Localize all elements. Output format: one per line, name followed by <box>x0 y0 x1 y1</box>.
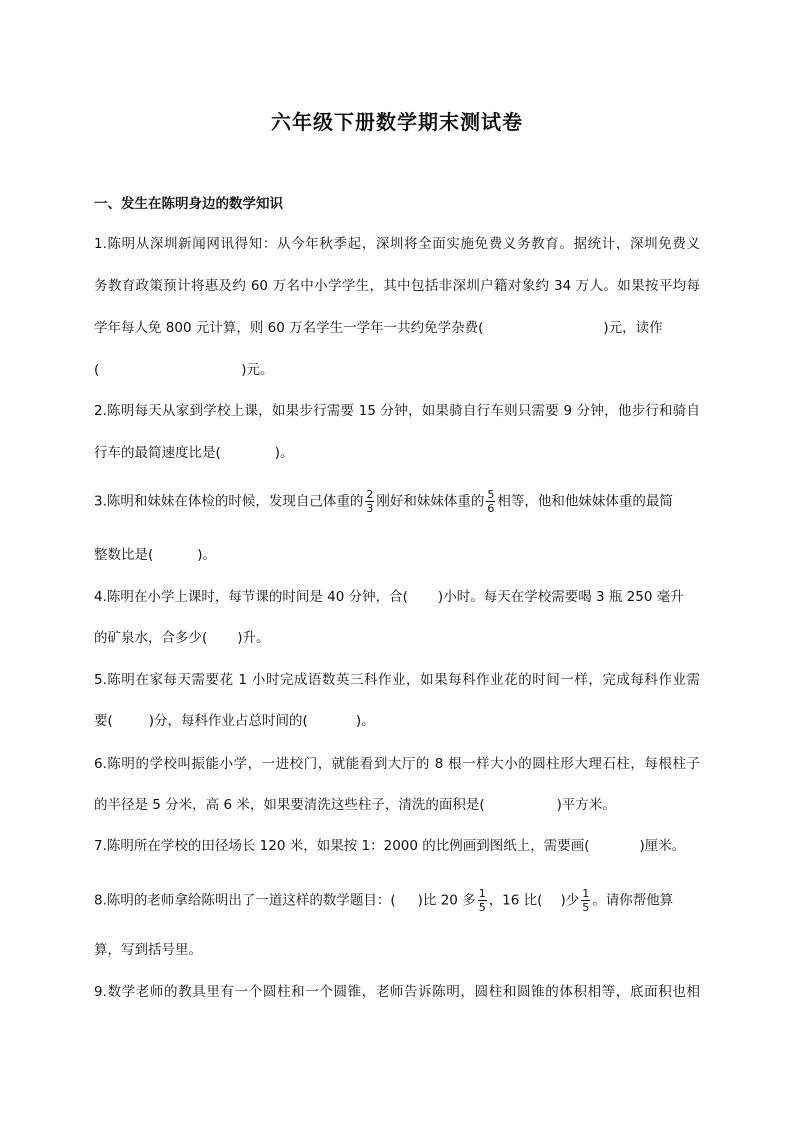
question-1-text: )元，读作 <box>603 320 663 336</box>
question-8-text: 。请你帮他算 <box>592 892 674 909</box>
question-4-line-1 <box>94 587 700 607</box>
question-4-text: )升。 <box>237 630 270 646</box>
question-2-line-1: 2.陈明每天从家到学校上课，如果步行需要 15 分钟，如果骑自行车则只需要 9 分钟，他步行和骑自 <box>94 403 700 419</box>
question-5-line-1: 5.陈明在家每天需要花 1 小时完成语数英三科作业，如果每科作业花的时间一样，完成每科作业需 <box>94 672 700 688</box>
page-title: 六年级下册数学期末测试卷 <box>271 110 523 134</box>
fraction <box>478 887 487 914</box>
question-1-line-1: 1.陈明从深圳新闻网讯得知：从今年秋季起，深圳将全面实施免费义务教育。据统计，深圳免费义 <box>94 236 700 252</box>
question-6-text: 的半径是 5 分米，高 6 米，如果要清洗这些柱子，清洗的面积是( <box>94 797 485 813</box>
question-3-text: )。 <box>197 547 217 563</box>
fraction <box>486 488 495 515</box>
question-8-text: )比 20 多 <box>417 892 476 909</box>
question-2-line-2 <box>94 443 700 463</box>
question-4-text: 的矿泉水，合多少( <box>94 630 208 646</box>
question-5-text: )。 <box>355 713 375 729</box>
question-2-text: )。 <box>274 445 294 461</box>
question-7-text: )厘米。 <box>639 838 686 854</box>
question-4-text: )小时。每天在学校需要喝 3 瓶 250 毫升 <box>437 589 684 605</box>
section-heading: 一、发生在陈明身边的数学知识 <box>94 196 283 212</box>
question-6-text: )平方米。 <box>556 797 616 813</box>
question-3-text: 3.陈明和妹妹在体检的时候，发现自己体重的 <box>94 493 364 510</box>
fraction <box>365 488 374 515</box>
fraction-numerator: 1 <box>582 887 590 900</box>
question-5-line-2 <box>94 711 700 731</box>
question-1-text: ( <box>94 362 100 378</box>
fraction-denominator: 5 <box>582 901 590 914</box>
question-8-text: )少 <box>560 892 580 909</box>
question-6-line-1: 6.陈明的学校叫振能小学，一进校门，就能看到大厅的 8 根一样大小的圆柱形大理石柱，每根柱子 <box>94 756 700 772</box>
question-1-line-2: 务教育政策预计将惠及约 60 万名中小学学生，其中包括非深圳户籍对象约 34 万人。如果按平均每 <box>94 278 700 294</box>
question-6-line-2 <box>94 795 700 815</box>
question-8-text: ，16 比( <box>488 892 543 909</box>
fraction-numerator: 5 <box>487 488 495 501</box>
question-8-text: 8.陈明的老师拿给陈明出了一道这样的数学题目：( <box>94 892 396 909</box>
question-7-text: 7.陈明所在学校的田径场长 120 米，如果按 1：2000 的比例画到图纸上，需要画( <box>94 838 590 854</box>
fraction-numerator: 1 <box>478 887 486 900</box>
question-4-text: 4.陈明在小学上课时，每节课的时间是 40 分钟，合( <box>94 589 408 605</box>
question-5-text: )分，每科作业占总时间的( <box>148 713 308 729</box>
question-1-text: 学年每人免 800 元计算，则 60 万名学生一学年一共约免学杂费( <box>94 320 484 336</box>
question-9-line-1: 9.数学老师的教具里有一个圆柱和一个圆锥，老师告诉陈明，圆柱和圆锥的体积相等，底面积也相 <box>94 984 700 1000</box>
question-8-line-2: 算，写到括号里。 <box>94 942 202 958</box>
fraction <box>581 887 590 914</box>
question-3-line-2 <box>94 545 700 565</box>
question-1-line-3 <box>94 318 700 338</box>
fraction-denominator: 5 <box>478 901 486 914</box>
question-3-text: 相等，他和他妹妹体重的最简 <box>497 493 673 510</box>
fraction-denominator: 6 <box>487 502 495 515</box>
fraction-numerator: 2 <box>366 488 374 501</box>
question-3-line-1 <box>94 488 700 515</box>
question-8-line-1 <box>94 887 700 914</box>
question-2-text: 行车的最简速度比是( <box>94 445 221 461</box>
question-4-line-2 <box>94 628 700 648</box>
fraction-denominator: 3 <box>366 502 374 515</box>
question-7-line-1 <box>94 836 700 856</box>
question-3-text: 整数比是( <box>94 547 154 563</box>
question-1-line-4 <box>94 360 700 380</box>
question-5-text: 要( <box>94 713 113 729</box>
question-1-text: )元。 <box>241 362 274 378</box>
question-3-text: 刚好和妹妹体重的 <box>376 493 485 510</box>
